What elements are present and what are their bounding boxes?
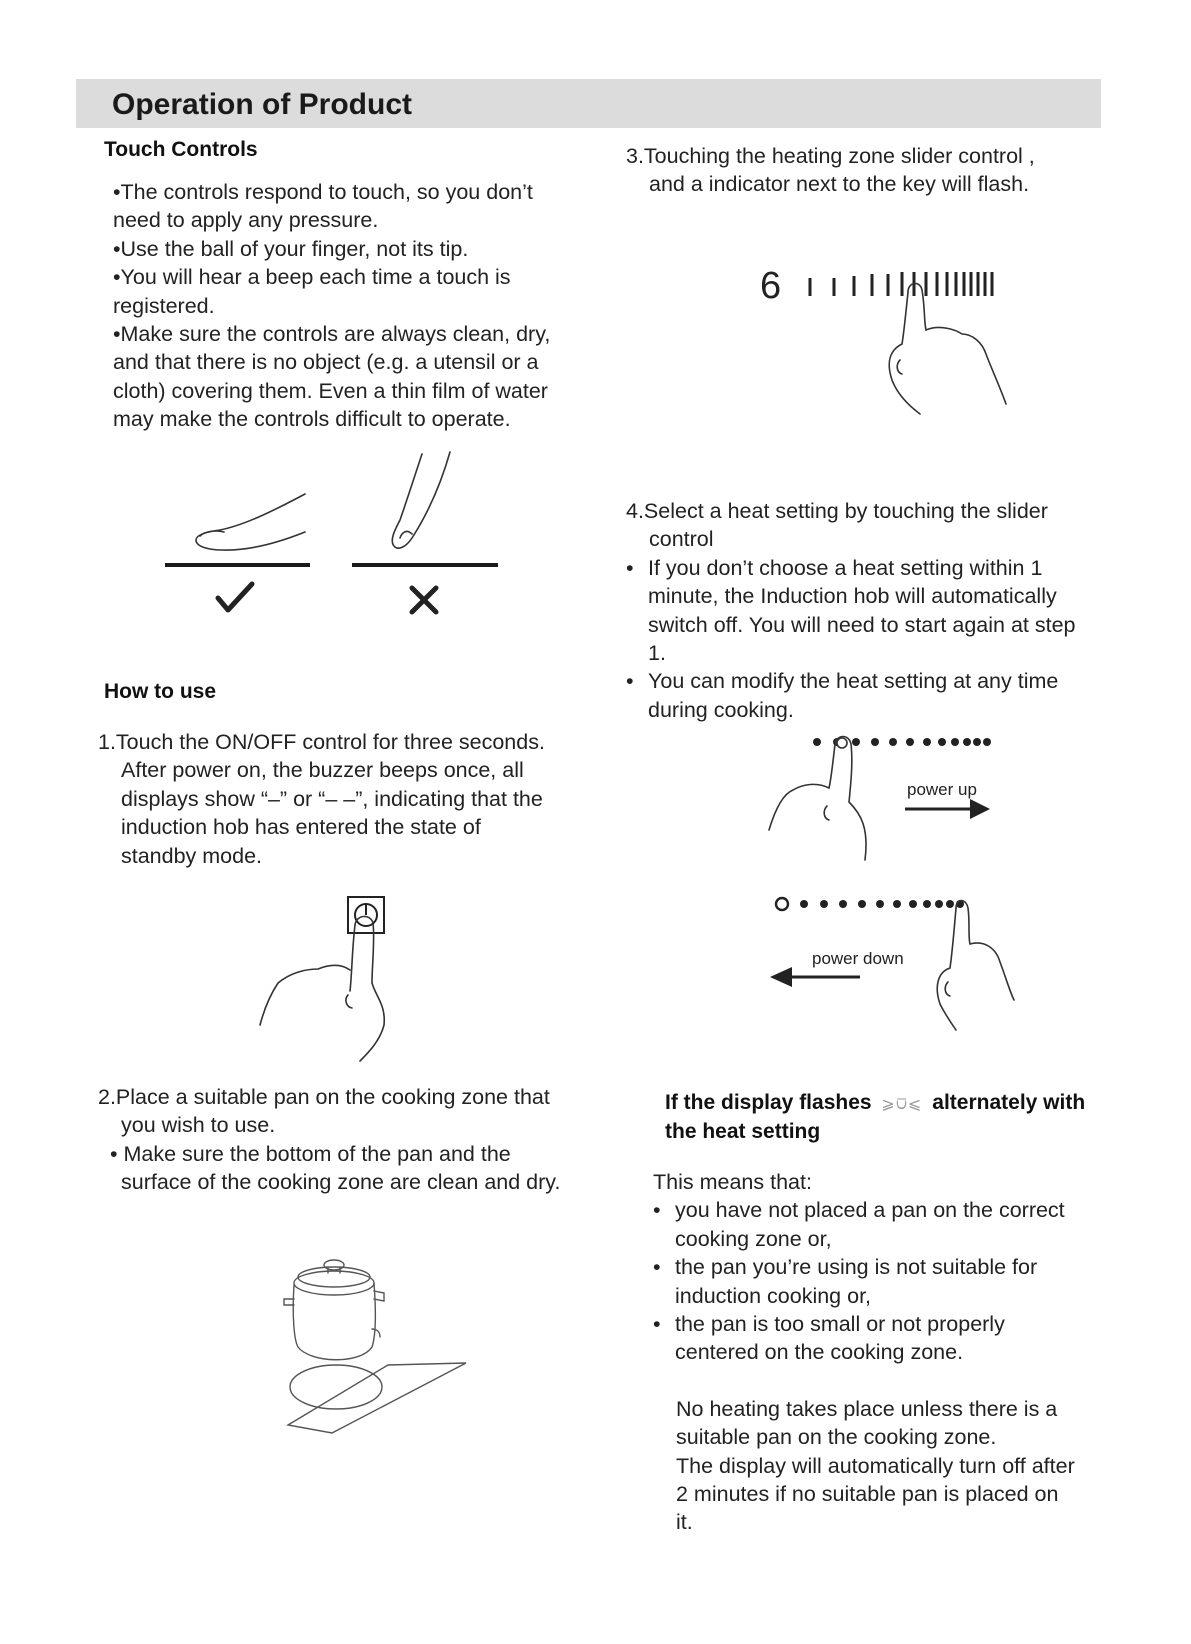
how-to-use-heading: How to use [104, 680, 217, 703]
step-3-text [626, 142, 1035, 199]
text-line: registered. [113, 293, 215, 318]
text-line: 2.Place a suitable pan on the cooking zone that [98, 1085, 550, 1109]
text-line: you wish to use. [121, 1113, 276, 1138]
list-item [653, 1310, 1075, 1367]
power-down-illustration [770, 892, 1040, 1032]
text-line: and a indicator next to the key will flash. [649, 172, 1030, 197]
hand-pointer-icon [937, 901, 1014, 1031]
hand-pointer-icon [889, 283, 1006, 414]
bullet-symbol: • [653, 1312, 661, 1337]
step-1-text [98, 728, 545, 870]
text-line: No heating takes place unless there is a [676, 1396, 1058, 1421]
step-4-text [626, 497, 1075, 724]
flash-section-text [653, 1168, 1075, 1537]
text-line: centered on the cooking zone. [675, 1340, 964, 1365]
section-header-banner [76, 79, 1101, 128]
text-line: 1.Touch the ON/OFF control for three seconds. [98, 730, 545, 754]
text-line: may make the controls difficult to operate. [113, 407, 511, 432]
touch-controls-text [113, 178, 550, 434]
text-line: • Make sure the bottom of the pan and the [110, 1141, 511, 1166]
bullet-symbol: • [626, 669, 634, 694]
text-line: induction hob has entered the state of [121, 815, 481, 840]
text-line: If you don’t choose a heat setting within 1 [648, 555, 1043, 580]
text-line: induction cooking or, [675, 1283, 872, 1308]
touch-controls-heading: Touch Controls [104, 138, 258, 161]
display-digit: 6 [760, 265, 782, 307]
page-title: Operation of Product [112, 88, 412, 121]
text-line: displays show “–” or “– –”, indicating that the [121, 786, 543, 811]
text-line: You can modify the heat setting at any time [648, 669, 1059, 694]
power-button-press-illustration [260, 895, 400, 1065]
text-line: suitable pan on the cooking zone. [676, 1425, 997, 1450]
text-line: control [649, 527, 714, 552]
arrow-left-icon [770, 967, 860, 987]
text-line: switch off. You will need to start again at step [648, 612, 1076, 637]
text-line: during cooking. [648, 697, 794, 722]
text-line: 3.Touching the heating zone slider control , [626, 144, 1035, 168]
slider-control-illustration [760, 262, 1030, 422]
flash-heading-line2: the heat setting [665, 1120, 821, 1143]
cross-mark-icon [412, 588, 436, 612]
hand-pointer-icon [769, 737, 866, 861]
power-up-label: power up [907, 780, 977, 799]
finger-technique-illustration [160, 450, 500, 630]
text-line: the pan you’re using is not suitable for [675, 1255, 1038, 1280]
text-line: minute, the Induction hob will automatically [648, 584, 1057, 609]
text-line: 1. [648, 641, 666, 666]
bullet-symbol: • [653, 1255, 661, 1280]
text-line: standby mode. [121, 843, 263, 868]
text-line: •Make sure the controls are always clean, dry, [113, 322, 551, 347]
arrow-right-icon [905, 799, 990, 819]
slider-segments [810, 272, 992, 296]
check-mark-icon [218, 584, 252, 610]
text-line: need to apply any pressure. [113, 208, 379, 233]
list-item [653, 1196, 1075, 1253]
list-item [626, 554, 1075, 668]
text-line: •The controls respond to touch, so you don’t [113, 180, 533, 204]
text-line: and that there is no object (e.g. a utensil or a [113, 350, 539, 375]
pan-on-cooking-zone-illustration [280, 1255, 480, 1435]
level-start-circle [776, 898, 788, 910]
flash-heading-part2: alternately with [932, 1091, 1086, 1114]
bullet-symbol: • [653, 1198, 661, 1223]
bullet-symbol: • [626, 555, 634, 580]
text-line: the pan is too small or not properly [675, 1312, 1005, 1337]
flash-heading-part1: If the display flashes [665, 1091, 872, 1114]
no-pan-icon: ⩾⩂⩽ [881, 1094, 923, 1113]
text-line: This means that: [653, 1170, 812, 1194]
power-up-illustration [765, 732, 1035, 862]
text-line: cooking zone or, [675, 1226, 832, 1251]
text-line: The display will automatically turn off after [676, 1453, 1075, 1478]
level-dots [800, 900, 964, 908]
list-item [626, 667, 1075, 724]
text-line: •You will hear a beep each time a touch is [113, 265, 511, 290]
power-down-label: power down [812, 949, 904, 968]
text-line: After power on, the buzzer beeps once, all [121, 758, 524, 783]
list-item [653, 1253, 1075, 1310]
flash-section-heading [665, 1089, 1085, 1146]
text-line: 4.Select a heat setting by touching the slider [626, 499, 1048, 523]
text-line: •Use the ball of your finger, not its tip. [113, 236, 469, 261]
text-line: cloth) covering them. Even a thin film of water [113, 378, 548, 403]
text-line: surface of the cooking zone are clean and dry. [121, 1170, 561, 1195]
text-line: it. [676, 1510, 693, 1535]
text-line: 2 minutes if no suitable pan is placed on [676, 1482, 1059, 1507]
text-line: you have not placed a pan on the correct [675, 1198, 1065, 1223]
step-2-text [98, 1083, 560, 1197]
